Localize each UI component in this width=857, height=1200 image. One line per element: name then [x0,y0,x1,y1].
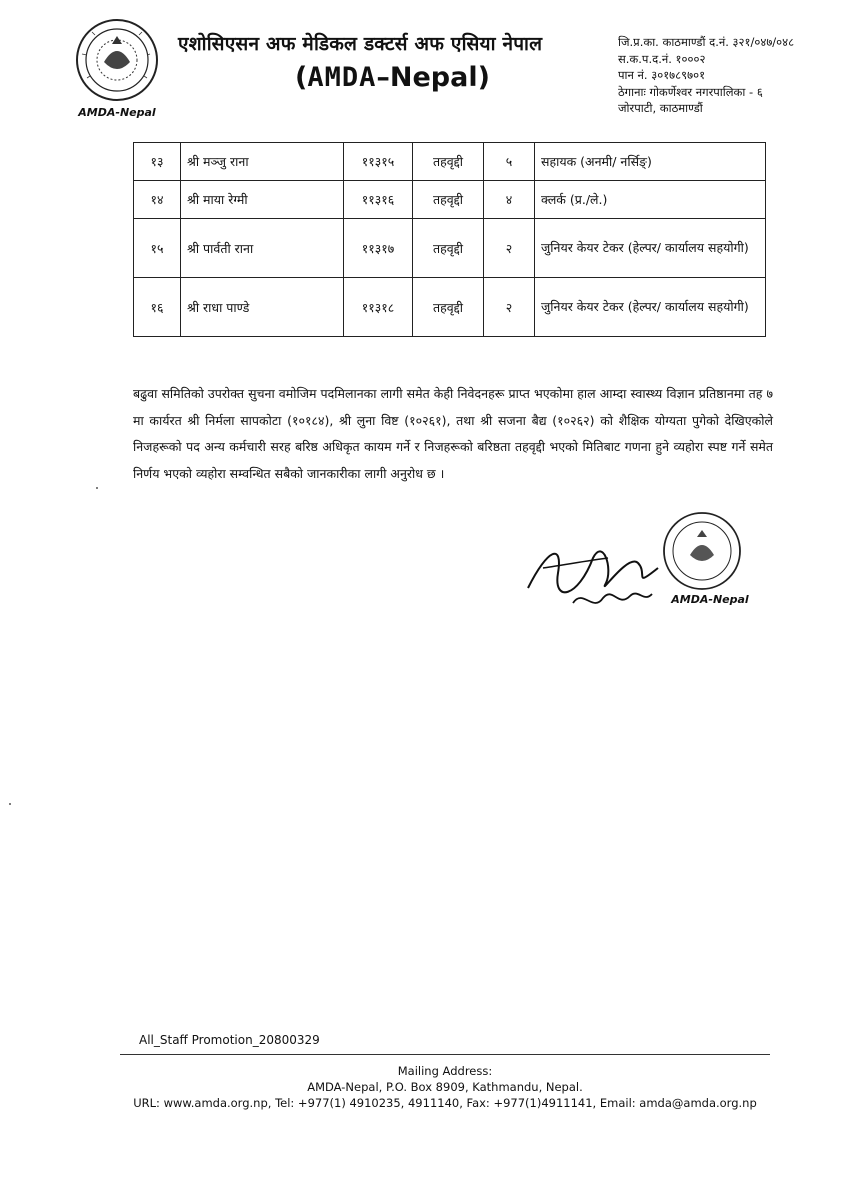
cell-post: क्लर्क (प्र./ले.) [535,181,766,219]
cell-basis: तहवृद्दी [413,143,484,181]
contact-details: URL: www.amda.org.np, Tel: +977(1) 4910235, 4911140, Fax: +977(1)4911141, Email: amda@amda.org.np [133,1096,757,1110]
footer-divider [120,1054,770,1055]
cell-post: सहायक (अनमी/ नर्सिङ्) [535,143,766,181]
org-short-amda: AMDA [307,62,377,93]
scan-speck [9,803,11,805]
cell-code: ११३१५ [344,143,413,181]
logo-caption: AMDA-Nepal [78,106,156,119]
mailing-title: Mailing Address: [397,1064,493,1078]
registration-line: पान नं. ३०१७८९७०१ [618,68,706,82]
cell-basis: तहवृद्दी [413,219,484,278]
cell-level: २ [484,219,535,278]
registration-details [618,34,850,117]
cell-serial: १५ [134,219,181,278]
seal-caption: AMDA-Nepal [671,593,749,606]
cell-name: श्री माया रेग्मी [181,181,344,219]
registration-line: जि.प्र.का. काठमाण्डौं द.नं. ३२१/०४७/०४८ [618,35,795,49]
amda-logo [62,14,172,124]
cell-level: २ [484,278,535,337]
table-row [134,143,766,181]
decision-paragraph [133,381,773,487]
cell-name: श्री राधा पाण्डे [181,278,344,337]
table-row [134,219,766,278]
cell-basis: तहवृद्दी [413,278,484,337]
registration-line: जोरपाटी, काठमाण्डौं [618,101,703,115]
cell-code: ११३१६ [344,181,413,219]
org-short-prefix: ( [295,62,308,93]
cell-name: श्री पार्वती राना [181,219,344,278]
organization-short-name [295,62,490,93]
cell-code: ११३१७ [344,219,413,278]
cell-level: ४ [484,181,535,219]
cell-code: ११३१८ [344,278,413,337]
registration-line: स.क.प.द.नं. १०००२ [618,51,706,66]
cell-serial: १४ [134,181,181,219]
cell-post: जुनियर केयर टेकर (हेल्पर/ कार्यालय सहयोगी) [535,219,766,278]
org-short-suffix: –Nepal) [376,62,490,93]
cell-serial: १६ [134,278,181,337]
file-reference: All_Staff Promotion_20800329 [139,1033,320,1047]
organization-seal [640,505,760,615]
mailing-address: AMDA-Nepal, P.O. Box 8909, Kathmandu, Nepal. [307,1080,583,1094]
cell-level: ५ [484,143,535,181]
cell-basis: तहवृद्दी [413,181,484,219]
scan-speck [96,487,98,489]
table-row [134,181,766,219]
table-row [134,278,766,337]
cell-name: श्री मञ्जु राना [181,143,344,181]
cell-serial: १३ [134,143,181,181]
paragraph-text: बढुवा समितिको उपरोक्त सुचना वमोजिम पदमिलानका लागी समेत केही निवेदनहरू प्राप्त भएकोमा हाल आम्दा स्वास्थ्य विज्ञान प्रतिष्ठानमा तह ७ मा कार्यरत श्री निर्मला सापकोटा (१०१८४), श्री लुना विष्ट (१०२६१), तथा श्री सजना बैद्य (१०२६२) को शैक्षिक योग्यता पुगेको देखिएकोले निजहरूको पद अन्य कर्मचारी सरह बरिष्ठ अधिकृत कायम गर्ने र निजहरूको बरिष्ठता तहवृद्दी भएको मितिबाट गणना हुने व्यहोरा स्पष्ट गर्ने समेत निर्णय भएको व्यहोरा सम्वन्धित सबैको जानकारीका लागी अनुरोध छ । [133,386,773,481]
organization-name: एशोसिएसन अफ मेडिकल डक्टर्स अफ एसिया नेपाल [178,33,543,55]
cell-post: जुनियर केयर टेकर (हेल्पर/ कार्यालय सहयोगी) [535,278,766,337]
mailing-address-block [120,1063,770,1111]
registration-line: ठेगानाः गोकर्णेश्वर नगरपालिका - ६ [618,84,763,99]
staff-promotion-table [133,142,766,337]
